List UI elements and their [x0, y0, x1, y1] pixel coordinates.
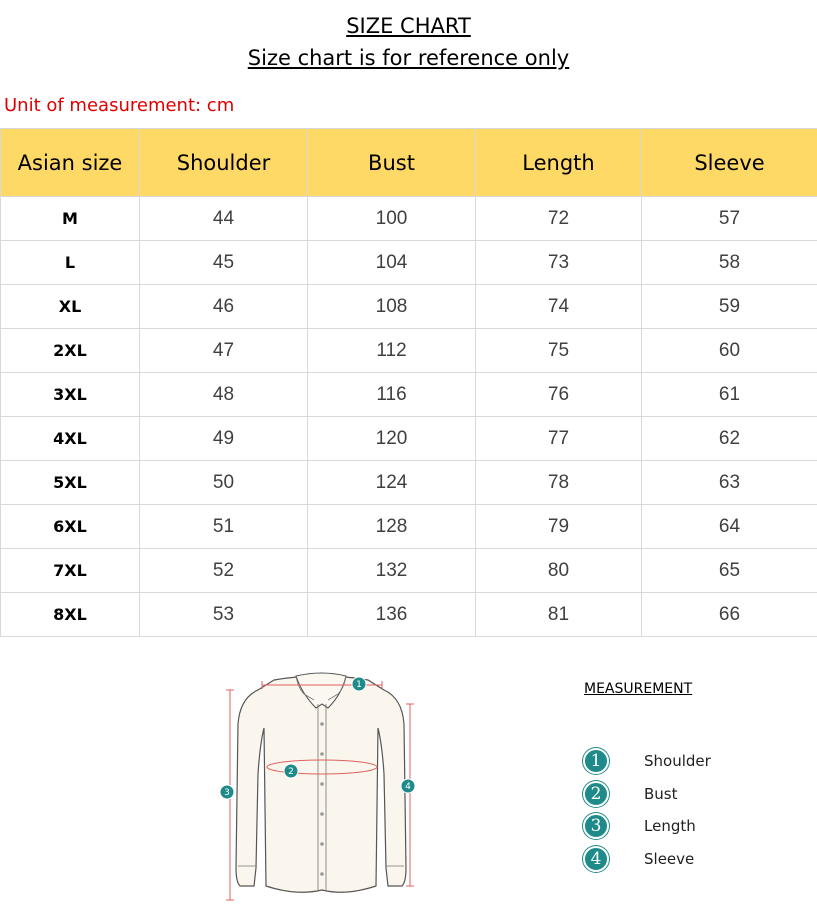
- size-cell: 7XL: [1, 549, 140, 593]
- svg-text:1: 1: [356, 680, 362, 690]
- size-cell: 8XL: [1, 593, 140, 637]
- value-cell: 49: [140, 417, 308, 461]
- svg-text:3: 3: [224, 788, 230, 798]
- size-cell: M: [1, 197, 140, 241]
- legend-number-4: 4: [583, 846, 609, 872]
- value-cell: 80: [476, 549, 642, 593]
- value-cell: 61: [642, 373, 817, 417]
- value-cell: 78: [476, 461, 642, 505]
- value-cell: 120: [308, 417, 476, 461]
- legend-label-sleeve: Sleeve: [644, 850, 695, 868]
- legend-label-shoulder: Shoulder: [644, 752, 711, 770]
- value-cell: 51: [140, 505, 308, 549]
- value-cell: 79: [476, 505, 642, 549]
- marker-3: [220, 785, 234, 799]
- value-cell: 72: [476, 197, 642, 241]
- value-cell: 60: [642, 329, 817, 373]
- column-header: Shoulder: [140, 129, 308, 197]
- value-cell: 46: [140, 285, 308, 329]
- page-title: SIZE CHART: [346, 14, 471, 38]
- table-body: [1, 197, 817, 637]
- value-cell: 104: [308, 241, 476, 285]
- value-cell: 74: [476, 285, 642, 329]
- table-row: [1, 329, 817, 373]
- value-cell: 65: [642, 549, 817, 593]
- value-cell: 48: [140, 373, 308, 417]
- marker-4: [401, 779, 415, 793]
- column-header: Sleeve: [642, 129, 817, 197]
- table-row: [1, 285, 817, 329]
- value-cell: 62: [642, 417, 817, 461]
- value-cell: 100: [308, 197, 476, 241]
- value-cell: 112: [308, 329, 476, 373]
- value-cell: 73: [476, 241, 642, 285]
- value-cell: 50: [140, 461, 308, 505]
- table-row: [1, 197, 817, 241]
- value-cell: 64: [642, 505, 817, 549]
- table-row: [1, 505, 817, 549]
- table-row: [1, 461, 817, 505]
- value-cell: 66: [642, 593, 817, 637]
- value-cell: 77: [476, 417, 642, 461]
- table-row: [1, 549, 817, 593]
- value-cell: 63: [642, 461, 817, 505]
- size-table: [0, 128, 817, 637]
- value-cell: 59: [642, 285, 817, 329]
- value-cell: 45: [140, 241, 308, 285]
- legend-label-length: Length: [644, 817, 696, 835]
- value-cell: 44: [140, 197, 308, 241]
- table-row: [1, 593, 817, 637]
- size-cell: 4XL: [1, 417, 140, 461]
- size-cell: 2XL: [1, 329, 140, 373]
- table-row: [1, 373, 817, 417]
- size-cell: XL: [1, 285, 140, 329]
- value-cell: 124: [308, 461, 476, 505]
- table-row: [1, 417, 817, 461]
- value-cell: 128: [308, 505, 476, 549]
- size-cell: 3XL: [1, 373, 140, 417]
- value-cell: 81: [476, 593, 642, 637]
- measurement-title: MEASUREMENT: [584, 681, 693, 697]
- legend-number-2: 2: [583, 781, 609, 807]
- value-cell: 52: [140, 549, 308, 593]
- page-subtitle: Size chart is for reference only: [247, 46, 570, 70]
- size-cell: 5XL: [1, 461, 140, 505]
- legend-number-3: 3: [583, 813, 609, 839]
- value-cell: 136: [308, 593, 476, 637]
- value-cell: 53: [140, 593, 308, 637]
- shirt-diagram: [216, 664, 426, 912]
- value-cell: 75: [476, 329, 642, 373]
- legend-label-bust: Bust: [644, 785, 678, 803]
- value-cell: 132: [308, 549, 476, 593]
- table-header-row: [1, 129, 817, 197]
- column-header: Asian size: [1, 129, 140, 197]
- marker-2: [284, 764, 298, 778]
- size-cell: 6XL: [1, 505, 140, 549]
- value-cell: 76: [476, 373, 642, 417]
- legend-number-1: 1: [583, 748, 609, 774]
- size-cell: L: [1, 241, 140, 285]
- column-header: Bust: [308, 129, 476, 197]
- value-cell: 108: [308, 285, 476, 329]
- table-row: [1, 241, 817, 285]
- unit-label: Unit of measurement: cm: [4, 95, 235, 116]
- value-cell: 116: [308, 373, 476, 417]
- marker-1: [352, 677, 366, 691]
- value-cell: 47: [140, 329, 308, 373]
- svg-text:2: 2: [288, 767, 294, 777]
- value-cell: 57: [642, 197, 817, 241]
- svg-text:4: 4: [405, 782, 411, 792]
- column-header: Length: [476, 129, 642, 197]
- value-cell: 58: [642, 241, 817, 285]
